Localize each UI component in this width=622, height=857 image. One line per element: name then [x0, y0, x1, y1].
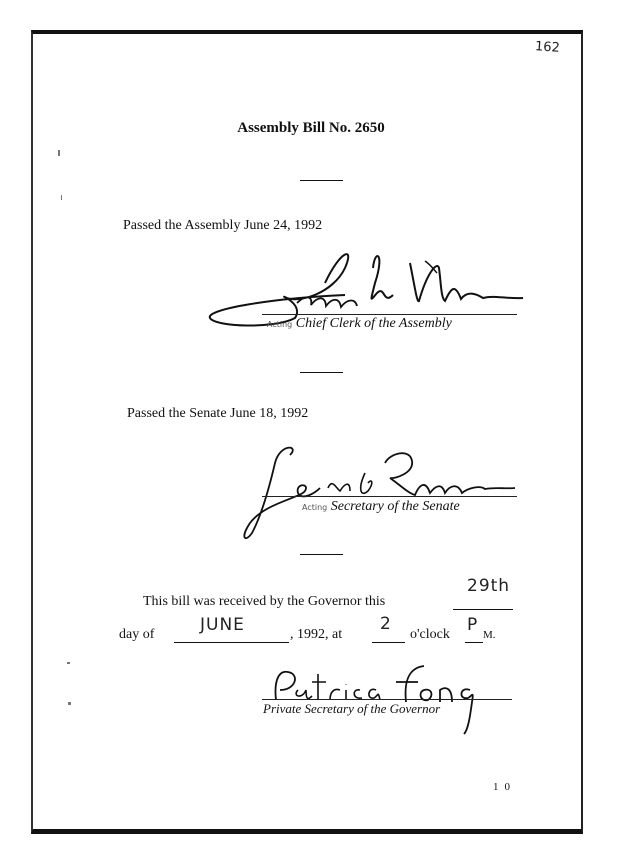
meridiem-value: P [467, 615, 479, 635]
assembly-signer-title: Chief Clerk of the Assembly [295, 316, 452, 331]
day-blank [453, 609, 513, 610]
meridiem-suffix: M. [483, 629, 496, 641]
scan-mark [58, 150, 60, 156]
assembly-passed-text: Passed the Assembly June 24, 1992 [123, 218, 323, 233]
oclock-text: o'clock [410, 627, 450, 642]
divider [300, 372, 343, 373]
senate-signature-line [262, 496, 517, 497]
assembly-signature-line [262, 314, 517, 315]
senate-signer-caption [302, 499, 460, 515]
handwritten-page-number: 162 [534, 39, 561, 56]
day-value [467, 576, 510, 596]
acting-label: Acting [302, 503, 328, 512]
footer-page-number: 10 [493, 781, 516, 793]
scan-mark [61, 195, 62, 200]
day-of-label: day of [119, 627, 155, 642]
hour-blank [372, 642, 405, 643]
senate-passed-text: Passed the Senate June 18, 1992 [127, 406, 309, 421]
day-value-handwriting: 29th [467, 576, 511, 596]
scan-mark [67, 662, 70, 664]
governor-signature-line [262, 699, 512, 700]
bill-title: Assembly Bill No. 2650 [237, 120, 385, 136]
year-text: , 1992, at [290, 627, 343, 642]
assembly-signer-caption [267, 316, 452, 332]
acting-label: Acting [267, 320, 293, 329]
scan-mark [68, 702, 71, 705]
meridiem-blank [465, 642, 483, 643]
governor-signer-title: Private Secretary of the Governor [263, 701, 441, 716]
month-blank [174, 642, 289, 643]
hour-value: 2 [380, 614, 392, 634]
senate-signer-title: Secretary of the Senate [330, 499, 460, 514]
divider [300, 554, 343, 555]
divider [300, 180, 343, 181]
governor-received-text: This bill was received by the Governor this [143, 594, 386, 609]
month-value: JUNE [200, 615, 245, 635]
